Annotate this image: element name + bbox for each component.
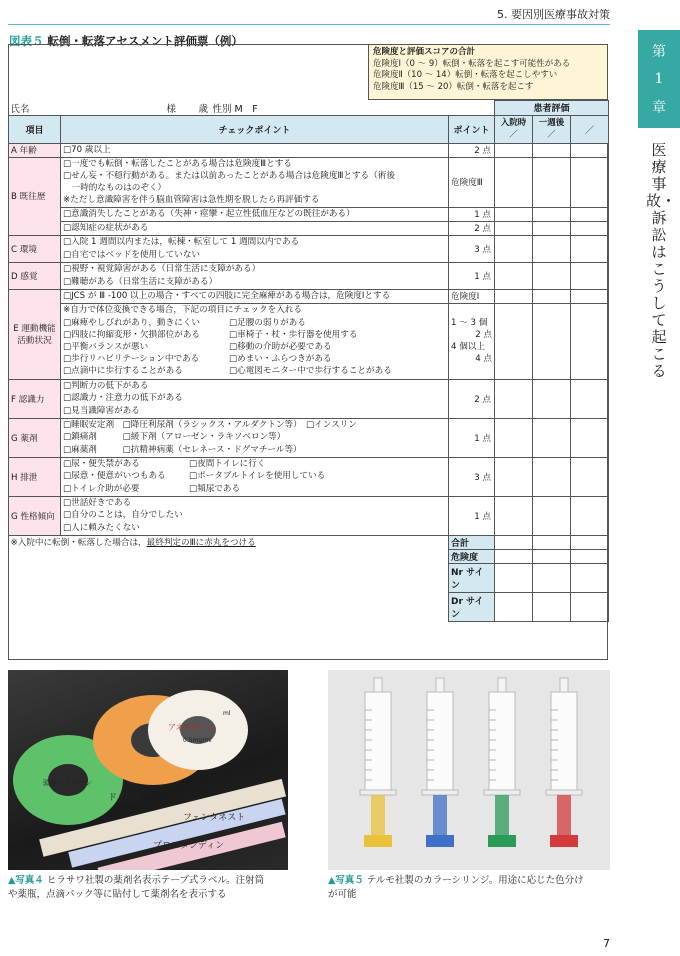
syringe xyxy=(546,678,582,847)
slash-mark: ／ xyxy=(509,129,518,140)
tape-text-4: プロスタンディン xyxy=(153,841,225,851)
check-e-left xyxy=(63,317,229,378)
check-h-group[interactable] xyxy=(61,457,449,496)
check-h-item[interactable]: □ポータブルトイレを使用している xyxy=(189,471,326,482)
check-i2[interactable]: □自分のことは，自分でしたい xyxy=(63,510,183,521)
score-cell[interactable] xyxy=(495,379,533,418)
score-cell[interactable] xyxy=(495,303,533,379)
points-e xyxy=(449,303,495,379)
score-cell[interactable] xyxy=(495,535,533,549)
photo-5-color-syringes xyxy=(328,670,610,870)
syringe xyxy=(484,678,520,847)
chapter-char-1: 第 xyxy=(652,44,666,60)
score-cell[interactable] xyxy=(571,535,609,549)
check-b4[interactable]: □認知症の症状がある xyxy=(61,221,449,235)
patient-name-line xyxy=(9,101,495,116)
points-e-range2: 4 個以上 xyxy=(451,341,485,352)
points-e-range1: 1 ～ 3 個 xyxy=(451,317,488,328)
chapter-vertical-title: 医療事故・訴訟はこうして起こる xyxy=(646,141,677,380)
check-d-group[interactable] xyxy=(61,262,449,289)
patient-eval-header: 患者評価 xyxy=(495,101,609,116)
cat-i: G 性格傾向 xyxy=(9,496,61,535)
note-underlined: 最終判定のⅢに赤丸をつける xyxy=(146,537,256,548)
score-cell[interactable] xyxy=(571,549,609,563)
score-cell[interactable] xyxy=(571,221,609,235)
photo-4-tape-labels xyxy=(8,670,288,870)
tape-text-5: 頭蓋ナトロピン xyxy=(43,779,92,787)
check-e-item[interactable]: □車椅子・杖・歩行器を使用する xyxy=(229,329,358,340)
check-e-columns xyxy=(63,317,446,378)
score-cell[interactable] xyxy=(533,157,571,207)
check-f3[interactable]: □見当識障害がある xyxy=(63,405,140,416)
score-cell[interactable] xyxy=(495,221,533,235)
check-f1[interactable]: □判断力の低下がある xyxy=(63,381,149,392)
cat-h: H 排泄 xyxy=(9,457,61,496)
cat-f: F 認識力 xyxy=(9,379,61,418)
dr-sign-label: Dr サイン xyxy=(449,592,495,621)
check-d2[interactable]: □難聴がある（日常生活に支障がある） xyxy=(63,276,218,287)
score-cell[interactable] xyxy=(533,549,571,563)
figure-caption: 転倒・転落アセスメント評価票（例） xyxy=(43,34,243,48)
row-f xyxy=(9,379,609,418)
check-h-left xyxy=(63,458,189,495)
syringe xyxy=(360,678,396,847)
sign-cell[interactable] xyxy=(571,592,609,621)
col-week-label: 一週後 xyxy=(538,117,565,128)
score-cell[interactable] xyxy=(571,379,609,418)
check-e-item[interactable]: □めまい・ふらつきがある xyxy=(229,354,332,365)
check-e-item[interactable]: □移動の介助が必要である xyxy=(229,342,332,352)
score-cell[interactable] xyxy=(571,418,609,457)
check-g1[interactable]: □睡眠安定剤 □降圧利尿剤（ラシックス・アルダクトン等） □インスリン xyxy=(63,420,357,431)
legend-line: 危険度Ⅲ（15 ～ 20）転倒・転落を起こす xyxy=(373,81,534,92)
photo-5-label: ▲写真５ xyxy=(328,875,364,886)
check-h-item[interactable]: □トイレ介助が必要 xyxy=(63,483,140,494)
cat-g: G 薬剤 xyxy=(9,418,61,457)
risk-label: 危険度 xyxy=(449,549,495,563)
chapter-tab xyxy=(638,30,680,128)
tape-text-3: フェンタネスト xyxy=(183,813,246,823)
check-i3[interactable]: □人に頼みたくない xyxy=(63,522,140,533)
score-cell[interactable] xyxy=(571,143,609,157)
check-e-item[interactable]: □四肢に拘縮変形・欠損部位がある xyxy=(63,329,201,340)
score-cell[interactable] xyxy=(533,143,571,157)
photo-4-label: ▲写真４ xyxy=(8,875,44,886)
score-cell[interactable] xyxy=(533,303,571,379)
legend-line: 危険度Ⅰ（0 ～ 9）転倒・転落を起こす可能性がある xyxy=(373,58,571,69)
sign-cell[interactable] xyxy=(571,563,609,592)
score-cell[interactable] xyxy=(533,289,571,303)
check-g3[interactable]: □麻薬剤 □抗精神病薬（セレネース・ドグマチール等） xyxy=(63,444,302,455)
score-cell[interactable] xyxy=(571,235,609,262)
check-i1[interactable]: □世話好きである xyxy=(63,498,132,509)
sign-cell[interactable] xyxy=(495,592,533,621)
risk-legend xyxy=(368,44,608,100)
photo-4-text: ヒラサワ社製の薬剤名表示テープ式ラベル。注射筒 xyxy=(43,875,265,886)
check-e-item[interactable]: □歩行リハビリテーション中である xyxy=(63,354,200,365)
tape-text-2: アネキセート xyxy=(168,723,216,732)
check-f2[interactable]: □認識力・注意力の低下がある xyxy=(63,393,183,404)
col-item: 項目 xyxy=(9,115,61,143)
score-cell[interactable] xyxy=(495,457,533,496)
score-cell[interactable] xyxy=(495,262,533,289)
syringe xyxy=(422,678,458,847)
score-cell[interactable] xyxy=(533,418,571,457)
chapter-char-3: 章 xyxy=(652,100,666,116)
cat-c: C 環境 xyxy=(9,235,61,262)
check-b-group1[interactable] xyxy=(61,157,449,207)
slash-mark: ／ xyxy=(547,129,556,140)
row-b2 xyxy=(9,207,609,221)
running-header: 5. 要因別医療事故対策 xyxy=(497,8,610,21)
score-cell[interactable] xyxy=(495,235,533,262)
photo-4-text-2: や薬瓶，点滴パック等に貼付して薬剤名を表示する xyxy=(8,889,227,900)
check-f-group[interactable] xyxy=(61,379,449,418)
cat-b: B 既往歴 xyxy=(9,157,61,235)
note-e: ※自力で体位変換できる場合，下記の項目にチェックを入れる xyxy=(63,305,302,316)
total-label: 合計 xyxy=(449,535,495,549)
check-g2[interactable]: □鎮痛剤 □緩下剤（アローゼン・ラキソベロン等） xyxy=(63,432,286,443)
col-admission xyxy=(495,115,533,143)
nr-sign-label: Nr サイン xyxy=(449,563,495,592)
score-cell[interactable] xyxy=(495,157,533,207)
score-cell[interactable] xyxy=(495,143,533,157)
note-b: ※ただし意識障害を伴う脳血管障害は急性期を脱したら再評価する xyxy=(63,195,320,206)
score-cell[interactable] xyxy=(571,303,609,379)
check-b2[interactable]: □せん妄・不穏行動がある。または以前あったことがある場合は危険度Ⅲとする（術後 xyxy=(63,170,395,181)
photo-4-caption xyxy=(8,874,290,902)
check-e-item[interactable]: □点滴中に歩行することがある xyxy=(63,366,183,377)
score-cell[interactable] xyxy=(495,496,533,535)
score-cell[interactable] xyxy=(495,289,533,303)
tape-text-1: ドル塩酸 xyxy=(108,793,145,803)
check-h-item[interactable]: □夜間トイレに行く xyxy=(189,459,266,470)
page-number: 7 xyxy=(603,937,610,950)
score-cell[interactable] xyxy=(571,157,609,207)
check-g-group[interactable] xyxy=(61,418,449,457)
row-total xyxy=(9,535,609,549)
row-e1 xyxy=(9,289,609,303)
score-cell[interactable] xyxy=(533,221,571,235)
row-b1 xyxy=(9,157,609,207)
check-i-group[interactable] xyxy=(61,496,449,535)
score-cell[interactable] xyxy=(533,496,571,535)
score-cell[interactable] xyxy=(495,549,533,563)
col-blank: ／ xyxy=(571,115,609,143)
check-d1[interactable]: □視野・視覚障害がある（日常生活に支障がある） xyxy=(63,264,261,275)
score-cell[interactable] xyxy=(533,207,571,221)
photo-5-text-2: が可能 xyxy=(328,889,357,900)
points-f: 2 点 xyxy=(449,379,495,418)
tape-text-7: ml xyxy=(223,710,231,717)
score-cell[interactable] xyxy=(571,207,609,221)
points-b1: 危険度Ⅲ xyxy=(449,157,495,207)
check-c1[interactable]: □入院 1 週間以内または，転棟・転室して 1 週間以内である xyxy=(63,237,300,248)
sex-label: 性別 M F xyxy=(212,103,258,115)
check-e-item[interactable]: □心電図モニター中で歩行することがある xyxy=(229,366,392,377)
points-e-top: 危険度Ⅰ xyxy=(449,289,495,303)
footer-note xyxy=(9,535,449,621)
score-cell[interactable] xyxy=(571,457,609,496)
row-i xyxy=(9,496,609,535)
col-check: チェックポイント xyxy=(61,115,449,143)
sign-cell[interactable] xyxy=(533,563,571,592)
photo-5-caption xyxy=(328,874,610,902)
score-cell[interactable] xyxy=(495,418,533,457)
score-cell[interactable] xyxy=(571,496,609,535)
legend-title: 危険度と評価スコアの合計 xyxy=(373,47,476,57)
cat-e-line1: E 運動機能 xyxy=(13,324,56,334)
photo-4-illustration xyxy=(8,670,288,870)
col-admission-label: 入院時 xyxy=(500,117,527,128)
check-h-right xyxy=(189,458,325,495)
row-c xyxy=(9,235,609,262)
check-c-group[interactable] xyxy=(61,235,449,262)
points-i: 1 点 xyxy=(449,496,495,535)
check-b2-cont: 一時的なものはのぞく） xyxy=(63,183,167,193)
header-rule xyxy=(8,24,610,25)
points-d: 1 点 xyxy=(449,262,495,289)
check-e-right xyxy=(229,317,392,378)
sign-cell[interactable] xyxy=(495,563,533,592)
cat-e xyxy=(9,289,61,379)
col-week xyxy=(533,115,571,143)
check-h-item[interactable]: □頻尿である xyxy=(189,483,241,494)
row-g xyxy=(9,418,609,457)
sign-cell[interactable] xyxy=(533,592,571,621)
row-a xyxy=(9,143,609,157)
points-g: 1 点 xyxy=(449,418,495,457)
photo-5-illustration xyxy=(328,670,610,870)
points-e-val2: 4 点 xyxy=(475,354,493,365)
points-e-val1: 2 点 xyxy=(475,329,493,340)
age-label: 歳 xyxy=(198,103,209,115)
note-pre: ※入院中に転倒・転落した場合は， xyxy=(10,537,147,548)
check-a1[interactable]: □70 歳以上 xyxy=(61,143,449,157)
row-d xyxy=(9,262,609,289)
chapter-number: 1 xyxy=(654,71,664,87)
score-cell[interactable] xyxy=(533,457,571,496)
check-h-item[interactable]: □尿意・便意がいつもある xyxy=(63,471,166,482)
cat-d: D 感覚 xyxy=(9,262,61,289)
cat-a: A 年齢 xyxy=(9,143,61,157)
score-cell[interactable] xyxy=(533,262,571,289)
name-label: 氏名 xyxy=(10,103,30,115)
check-c2[interactable]: □自宅ではベッドを使用していない xyxy=(63,249,201,260)
score-cell[interactable] xyxy=(571,289,609,303)
score-cell[interactable] xyxy=(571,262,609,289)
points-a: 2 点 xyxy=(449,143,495,157)
points-c: 3 点 xyxy=(449,235,495,262)
legend-line: 危険度Ⅱ（10 ～ 14）転倒・転落を起こしやすい xyxy=(373,70,558,80)
check-e-top[interactable]: □JCS が Ⅲ -100 以上の場合・すべての四肢に完全麻痺がある場合は，危険度Ⅰとする xyxy=(61,289,449,303)
check-b1[interactable]: □一度でも転倒・転落したことがある場合は危険度Ⅲとする xyxy=(63,158,292,169)
score-cell[interactable] xyxy=(533,379,571,418)
row-h xyxy=(9,457,609,496)
row-e2 xyxy=(9,303,609,379)
points-b2: 1 点 xyxy=(449,207,495,221)
col-point: ポイント xyxy=(449,115,495,143)
figure-label: 図表５ xyxy=(9,34,44,48)
cat-e-line2: 活動状況 xyxy=(17,336,52,346)
check-h-item[interactable]: □尿・便失禁がある xyxy=(63,459,140,470)
points-b3: 2 点 xyxy=(449,221,495,235)
assessment-table xyxy=(8,100,609,622)
check-e-item[interactable]: □足腰の弱りがある xyxy=(229,317,306,328)
score-cell[interactable] xyxy=(495,207,533,221)
sama-label: 様 xyxy=(166,103,177,115)
photo-5-text: テルモ社製のカラーシリンジ。用途に応じた色分け xyxy=(363,875,584,886)
score-cell[interactable] xyxy=(533,535,571,549)
check-h-columns xyxy=(63,458,446,495)
row-b3 xyxy=(9,221,609,235)
check-e-item[interactable]: □麻痺やしびれがあり，動きにくい xyxy=(63,317,201,328)
check-b3[interactable]: □意識消失したことがある（失神・痙攣・起立性低血圧などの既往がある） xyxy=(61,207,449,221)
check-e-item[interactable]: □平衡バランスが悪い xyxy=(63,342,149,352)
tape-text-6: 0.5mg/ml xyxy=(183,737,212,744)
points-h: 3 点 xyxy=(449,457,495,496)
check-e-group[interactable] xyxy=(61,303,449,379)
score-cell[interactable] xyxy=(533,235,571,262)
